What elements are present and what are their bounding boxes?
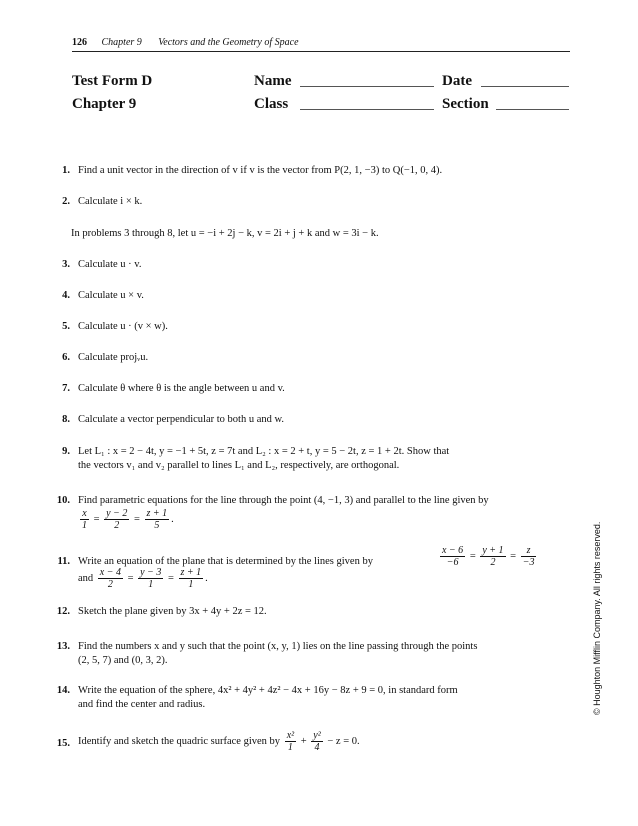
question-text: Find a unit vector in the direction of v if v is the vector from P(2, 1, −3) to Q(−1, 0, 4).: [78, 165, 443, 176]
copyright-notice: © Houghton Mifflin Company. All rights reserved.: [592, 521, 602, 715]
question-text: Calculate u · (v × w).: [78, 321, 168, 332]
question-text: Calculate a vector perpendicular to both u and w.: [78, 414, 285, 425]
fraction: $\frac{z}{-3}$: [522, 545, 535, 568]
running-header: [72, 37, 570, 52]
header-title: Vectors and the Geometry of Space: [158, 37, 299, 48]
line-equation: $\frac{x}{1}$ = $\frac{y - 2}{2}$ = $\frac{z + 1}{5}$ .: [82, 508, 174, 531]
question-15: [50, 730, 570, 760]
question-4: [50, 289, 570, 305]
question-number: 5.: [62, 321, 70, 332]
test-form-title: Test Form D: [72, 73, 153, 89]
question-text: Calculate θ where θ is the angle between u and v.: [78, 383, 285, 394]
fraction: $\frac{x - 4}{2}$: [99, 567, 121, 590]
question-number: 15.: [56, 738, 70, 749]
question-number: 1.: [62, 165, 70, 176]
question-1: [50, 164, 570, 180]
class-blank[interactable]: [300, 109, 434, 110]
fraction: $\frac{x - 6}{-6}$: [442, 545, 464, 568]
question-text: Calculate u · v.: [78, 259, 142, 270]
question-14: [50, 684, 570, 714]
name-label: Name: [254, 73, 292, 89]
question-10: [50, 494, 570, 534]
fraction: $\frac{y + 1}{2}$: [482, 545, 504, 568]
problem-intro: In problems 3 through 8, let u = −i + 2j − k, v = 2i + j + k and w = 3i − k.: [71, 228, 379, 239]
question-number: 14.: [56, 685, 70, 696]
question-number: 11.: [57, 556, 70, 567]
header-chapter: Chapter 9: [101, 37, 142, 48]
date-blank[interactable]: [481, 86, 569, 87]
question-13: [50, 640, 570, 670]
question-text-line-2: (2, 5, 7) and (0, 3, 2).: [78, 655, 168, 666]
page-number: 126: [72, 37, 87, 48]
question-7: [50, 382, 570, 398]
question-number: 2.: [62, 196, 70, 207]
question-number: 12.: [56, 606, 70, 617]
question-text: Calculate projᵥu.: [78, 352, 149, 363]
fraction: $\frac{z + 1}{1}$: [180, 567, 202, 590]
fraction: $\frac{y - 2}{2}$: [106, 508, 128, 531]
question-number: 3.: [62, 259, 70, 270]
fraction: $\frac{x}{1}$: [82, 508, 87, 531]
section-label: Section: [442, 96, 489, 112]
question-text: Calculate i × k.: [78, 196, 143, 207]
question-text-line-2: the vectors v₁ and v₂ parallel to lines L₁ and L₂, respectively, are orthogonal.: [78, 460, 400, 471]
section-blank[interactable]: [496, 109, 569, 110]
question-number: 9.: [62, 446, 70, 457]
question-2: [50, 195, 570, 211]
fraction: $\frac{z + 1}{5}$: [146, 508, 168, 531]
question-12: [50, 605, 570, 621]
question-5: [50, 320, 570, 336]
question-8: [50, 413, 570, 429]
question-text-line-1: Let L₁ : x = 2 − 4t, y = −1 + 5t, z = 7t and L₂ : x = 2 + t, y = 5 − 2t, z = 1 + 2t. Show that: [78, 446, 450, 457]
name-blank[interactable]: [300, 86, 434, 87]
question-text-line-1: Find the numbers x and y such that the point (x, y, 1) lies on the line passing through the points: [78, 641, 478, 652]
second-line-equation: and $\frac{x - 4}{2}$ = $\frac{y - 3}{1}$ = $\frac{z + 1}{1}$ .: [78, 567, 208, 590]
class-label: Class: [254, 96, 289, 112]
question-9: [50, 445, 570, 475]
fraction: $\frac{\text{x²}}{1}$: [286, 730, 295, 753]
question-11: [50, 545, 570, 591]
question-text: Write an equation of the plane that is determined by the lines given by: [78, 556, 373, 567]
question-text-line-1: Write the equation of the sphere, 4x² + 4y² + 4z² − 4x + 16y − 8z + 9 = 0, in standard form: [78, 685, 458, 696]
question-text: Sketch the plane given by 3x + 4y + 2z = 12.: [78, 606, 267, 617]
question-number: 10.: [56, 495, 70, 506]
fraction: $\frac{\text{y²}}{4}$: [313, 730, 321, 753]
fraction: $\frac{y - 3}{1}$: [140, 567, 162, 590]
question-text: Calculate u × v.: [78, 290, 144, 301]
question-number: 8.: [62, 414, 70, 425]
question-text-line-2: and find the center and radius.: [78, 699, 206, 710]
question-number: 7.: [62, 383, 70, 394]
date-label: Date: [442, 73, 472, 89]
question-number: 13.: [56, 641, 70, 652]
question-text: Find parametric equations for the line through the point (4, −1, 3) and parallel to the line given by: [78, 495, 489, 506]
question-number: 6.: [62, 352, 70, 363]
question-3: [50, 258, 570, 274]
question-text: Identify and sketch the quadric surface given by $\frac{\text{x²}}{1}$ + $\frac{\text{y²}}{4}$ − z = 0.: [78, 730, 360, 753]
chapter-title: Chapter 9: [72, 96, 137, 112]
question-6: [50, 351, 570, 367]
first-line-equation: $\frac{x - 6}{-6}$ = $\frac{y + 1}{2}$ = $\frac{z}{-3}$: [442, 545, 535, 568]
question-number: 4.: [62, 290, 70, 301]
